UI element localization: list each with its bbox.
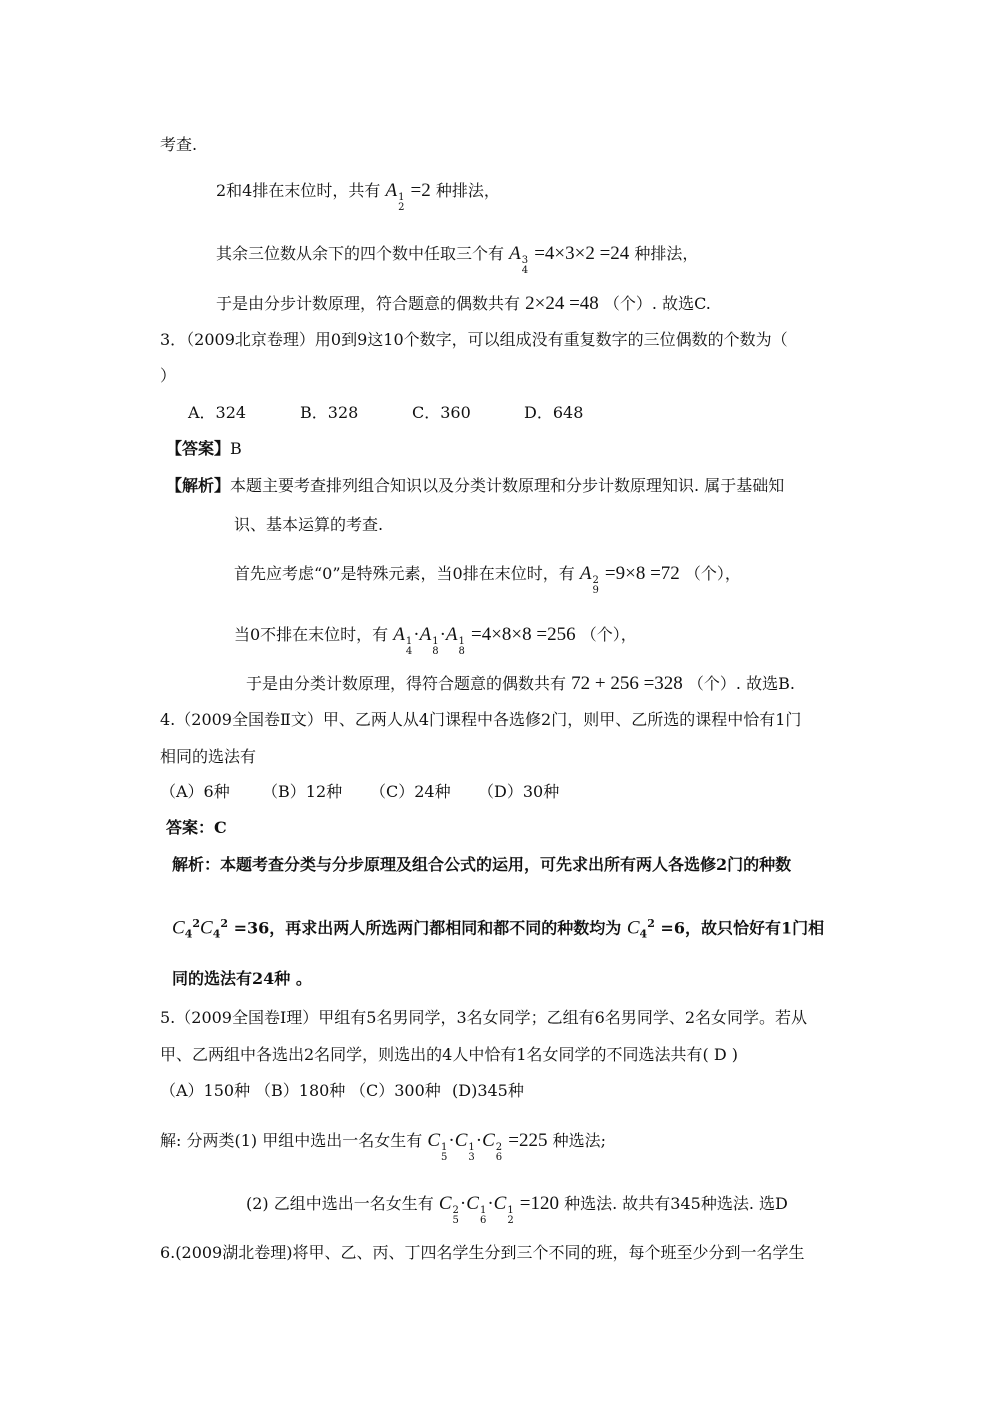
option-a: （A）150种 (160, 1081, 251, 1100)
option-row (160, 782, 559, 801)
formula-line: 于是由分类计数原理，得符合题意的偶数共有 72 + 256 =328 （个）. 故选B. (246, 673, 795, 694)
question-stem: 4.（2009全国卷Ⅱ文）甲、乙两人从4门课程中各选修2门，则甲、乙所选的课程中恰有1门 (160, 710, 802, 729)
analysis-line: 同的选法有24种 。 (172, 969, 312, 988)
analysis-text: 本题主要考查排列组合知识以及分类计数原理和分步计数原理知识. 属于基础知 (230, 476, 785, 495)
formula: =120 (519, 1193, 560, 1214)
option-row (188, 403, 583, 422)
perm-symbol: A (579, 563, 592, 584)
text-line (160, 135, 197, 154)
text: 种排法， (634, 244, 699, 263)
analysis-label: 【解析】 (166, 476, 231, 495)
text: 考查. (160, 135, 198, 154)
formula-line (216, 293, 711, 316)
analysis-formula-line: $C_4^2C_4^2 =36$，再求出两人所选两门都相同和都不同的种数均为 $C_4^2 =6$，故只恰好有1门相 (172, 917, 825, 941)
option-b: B．328 (300, 403, 359, 422)
formula: =2 (410, 180, 431, 201)
question-stem: 5.（2009全国卷Ⅰ理）甲组有5名男同学，3名女同学；乙组有6名男同学、2名女同学。若从 (160, 1008, 808, 1027)
answer-value: B (230, 439, 242, 458)
answer-line: 答案：C (166, 818, 227, 837)
perm-symbol: A (509, 243, 521, 264)
question-stem-cont: 甲、乙两组中各选出2名同学，则选出的4人中恰有1名女同学的不同选法共有( D ) (160, 1045, 739, 1064)
formula-line: 首先应考虑“0”是特殊元素，当0排在末位时，有 A 2 9 =9×8 =72 （个）， (234, 563, 741, 596)
formula-line: 当0不排在末位时，有 A 1 4 ·A 1 8 ·A 1 8 =4×8×8 =256 （个）， (234, 624, 637, 657)
formula-line: 其余三位数从余下的四个数中任取三个有 A 3 4 =4×3×2 =24 种排法， (216, 243, 699, 276)
question-stem-cont: 相同的选法有 (160, 747, 257, 766)
option-c: C．360 (412, 403, 471, 422)
option-b: （B）180种 (255, 1081, 346, 1100)
text: 于是由分步计数原理，符合题意的偶数共有 (216, 294, 521, 313)
formula: =225 (508, 1130, 548, 1151)
formula: =4×3×2 =24 (534, 243, 630, 264)
analysis-line: 识、基本运算的考查. (234, 515, 384, 534)
option-row (160, 1081, 524, 1100)
formula: =9×8 =72 (604, 563, 680, 584)
solution-line: 解: 分两类(1) 甲组中选出一名女生有 C 1 5 ·C 1 3 ·C 2 6 =225 种选法; (160, 1130, 606, 1163)
formula: =4×8×8 =256 (470, 624, 576, 645)
question-stem: 6.(2009湖北卷理)将甲、乙、丙、丁四名学生分到三个不同的班，每个班至少分到一名学生 (160, 1243, 805, 1262)
perm-symbol: A (385, 180, 398, 201)
option-d: D．648 (524, 403, 584, 422)
answer-label: 【答案】 (166, 439, 231, 458)
text: 种排法， (435, 181, 500, 200)
option-d: (D)345种 (452, 1081, 524, 1100)
formula-line: 2和4排在末位时，共有 A 1 2 =2 种排法， (216, 180, 500, 213)
option-d: （D）30种 (478, 782, 560, 801)
formula: 2×24 =48 (525, 293, 599, 314)
analysis-line: 解析：本题考查分类与分步原理及组合公式的运用，可先求出所有两人各选修2门的种数 (172, 855, 792, 874)
option-b: （B）12种 (262, 782, 343, 801)
option-c: （C）300种 (350, 1081, 441, 1100)
text: （个）. 故选C. (603, 294, 711, 313)
analysis-line (166, 476, 784, 495)
formula: 72 + 256 =328 (571, 673, 683, 694)
option-a: A．324 (188, 403, 247, 422)
question-stem: 3．（2009北京卷理）用0到9这10个数字，可以组成没有重复数字的三位偶数的个数为（ (160, 330, 788, 349)
solution-line: (2) 乙组中选出一名女生有 C 2 5 ·C 1 6 ·C 1 2 =120 种选法. 故共有345种选法. 选D (246, 1193, 788, 1226)
option-a: （A）6种 (160, 782, 230, 801)
text: 2和4排在末位时，共有 (216, 181, 381, 200)
question-stem-cont: ） (160, 366, 177, 385)
option-c: （C）24种 (370, 782, 451, 801)
text: 其余三位数从余下的四个数中任取三个有 (216, 244, 505, 263)
answer-line (166, 439, 242, 458)
